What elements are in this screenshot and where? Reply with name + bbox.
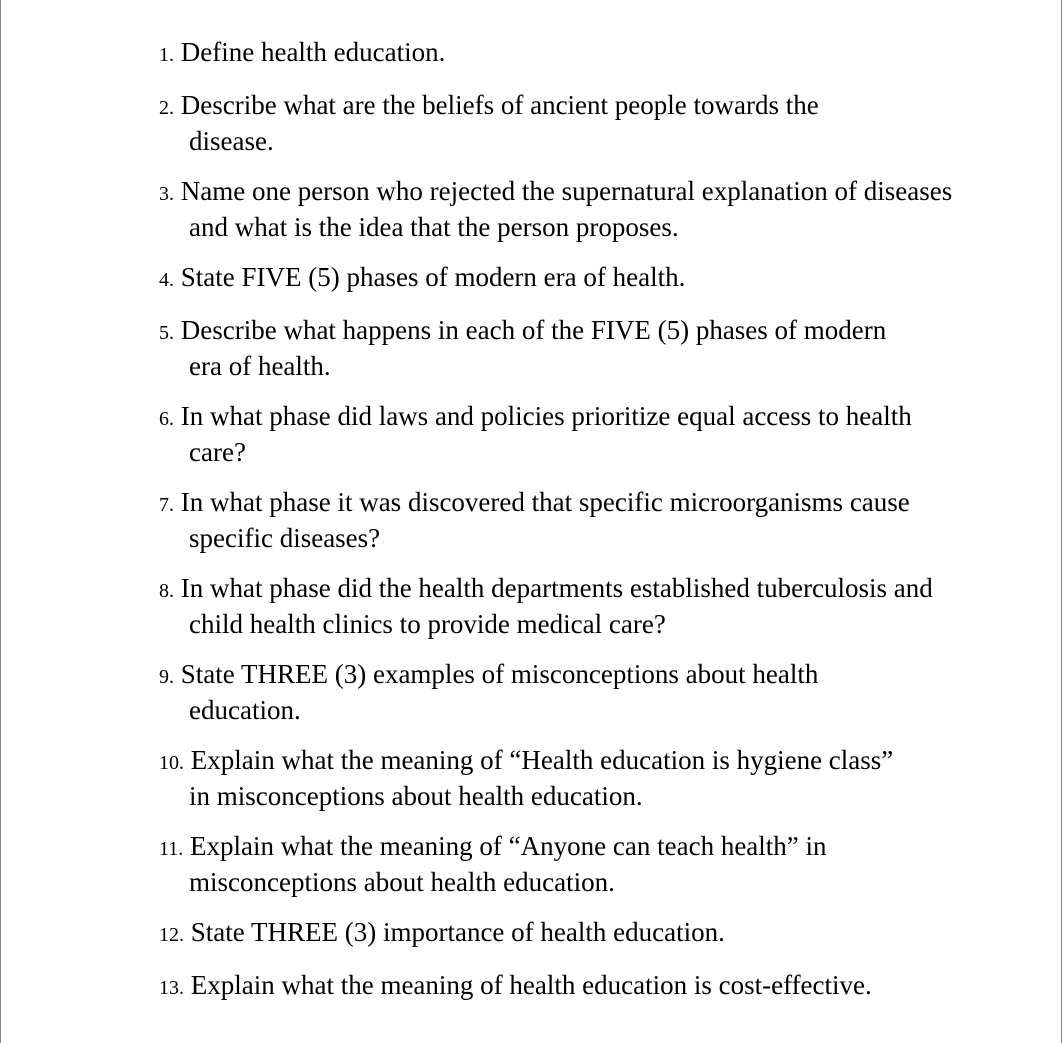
question-number: 12. <box>159 924 184 946</box>
question-text: In what phase did laws and policies prioritize equal access to health care? <box>180 401 912 467</box>
question-number: 13. <box>159 977 184 999</box>
question-text: Define health education. <box>180 37 446 67</box>
question-text: State THREE (3) importance of health education. <box>190 917 725 947</box>
question-item <box>159 916 989 952</box>
question-number: 10. <box>159 752 184 774</box>
question-item <box>159 261 979 297</box>
question-number: 7. <box>159 494 174 516</box>
question-item <box>159 658 919 727</box>
question-number: 2. <box>159 97 174 119</box>
question-number: 9. <box>159 666 174 688</box>
question-item <box>159 486 939 555</box>
question-text: Describe what happens in each of the FIVE (5) phases of modern era of health. <box>180 315 887 381</box>
question-text: In what phase it was discovered that specific microorganisms cause specific diseases? <box>180 487 910 553</box>
question-text: In what phase did the health departments established tuberculosis and child health clinics to provide medical care? <box>180 573 933 639</box>
question-number: 1. <box>159 44 174 66</box>
question-text: State FIVE (5) phases of modern era of health. <box>180 262 686 292</box>
question-number: 11. <box>159 838 184 860</box>
question-text: Describe what are the beliefs of ancient people towards the disease. <box>180 90 819 156</box>
question-text: Explain what the meaning of “Health education is hygiene class” in misconceptions about health education. <box>189 745 894 811</box>
question-item <box>159 830 929 899</box>
question-item <box>159 572 969 641</box>
question-number: 6. <box>159 408 174 430</box>
question-text: Explain what the meaning of “Anyone can teach health” in misconceptions about health education. <box>189 831 827 897</box>
question-list <box>159 36 1039 1022</box>
question-item <box>159 175 979 244</box>
question-item <box>159 314 889 383</box>
question-item <box>159 400 934 469</box>
question-text: Explain what the meaning of health education is cost-effective. <box>190 970 872 1000</box>
question-item <box>159 89 909 158</box>
question-number: 5. <box>159 322 174 344</box>
question-item <box>159 744 919 813</box>
question-number: 8. <box>159 580 174 602</box>
question-number: 4. <box>159 269 174 291</box>
question-text: Name one person who rejected the supernatural explanation of diseases and what is the idea that the person proposes. <box>180 176 953 242</box>
question-number: 3. <box>159 183 174 205</box>
question-text: State THREE (3) examples of misconceptions about health education. <box>180 659 819 725</box>
question-item <box>159 969 1009 1005</box>
question-item <box>159 36 889 72</box>
